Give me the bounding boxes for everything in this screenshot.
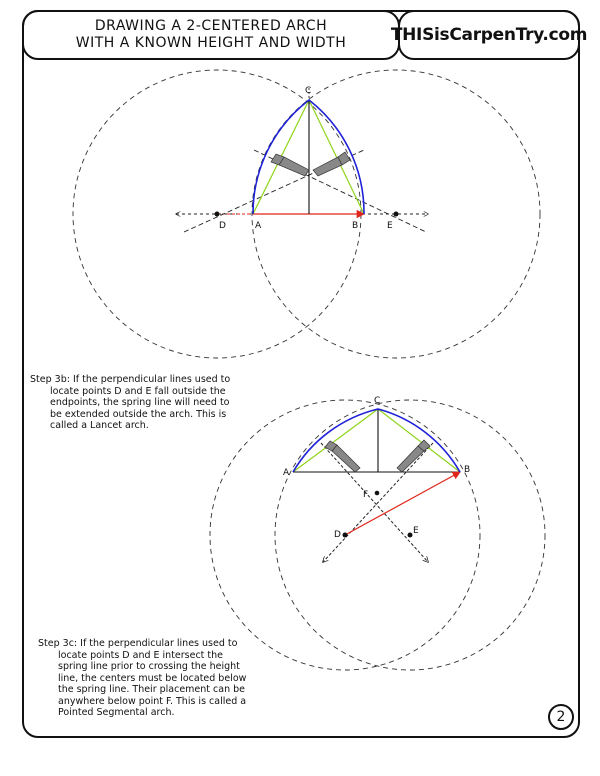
point-f	[375, 491, 380, 496]
pointed-segmental-diagram	[210, 396, 545, 670]
label-d: D	[219, 221, 226, 231]
brand-logo: THISisCarpenTry.com	[390, 25, 588, 45]
label-b: B	[352, 221, 359, 231]
label-e-2: E	[413, 526, 419, 536]
title-line-2: WITH A KNOWN HEIGHT AND WIDTH	[75, 35, 347, 51]
chord-left-2	[293, 409, 378, 472]
chord-right-2	[378, 409, 460, 472]
label-d-2: D	[334, 530, 341, 540]
step-3b-first-line: Step 3b: If the perpendicular lines used to	[30, 374, 231, 385]
label-a-2: A	[283, 468, 290, 478]
step-3c-body: locate points D and E intersect the spring line prior to crossing the height line, the centers must be located below the spring line. Their placement can be anywhere below point F. This is called a Pointed Segmental arch.	[58, 649, 247, 718]
point-e-2	[408, 533, 413, 538]
point-e	[394, 212, 399, 217]
lancet-arch-diagram	[73, 70, 540, 358]
label-f: F	[363, 490, 369, 500]
arch-curve-2	[293, 409, 460, 472]
label-c: C	[305, 86, 312, 96]
label-a: A	[255, 221, 262, 231]
step-3c-note	[38, 638, 278, 719]
step-3b-body: locate points D and E fall outside the endpoints, the spring line will need to be extended outside the arch. This is called a Lancet arch.	[50, 385, 230, 431]
point-d	[215, 212, 220, 217]
label-c-2: C	[374, 396, 381, 406]
chord-right	[309, 100, 364, 214]
page-number: 2	[548, 704, 574, 730]
radius-line-2	[345, 472, 460, 535]
step-3c-first-line: Step 3c: If the perpendicular lines used to	[38, 638, 238, 649]
label-e: E	[387, 221, 393, 231]
title-line-1: DRAWING A 2-CENTERED ARCH	[94, 18, 328, 34]
step-3b-note	[30, 374, 280, 432]
label-b-2: B	[464, 465, 471, 475]
point-d-2	[343, 533, 348, 538]
square-icon-right-2	[397, 440, 430, 472]
